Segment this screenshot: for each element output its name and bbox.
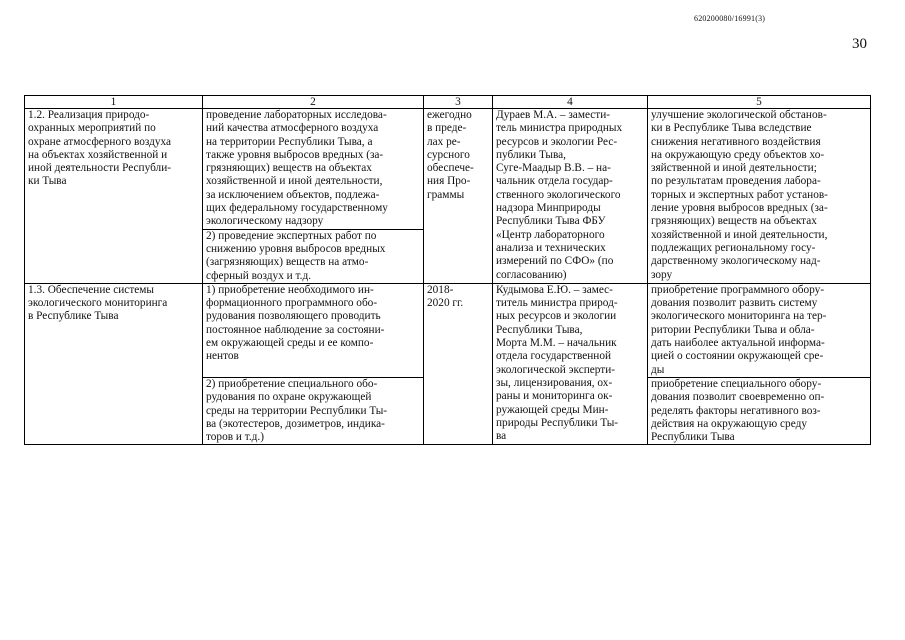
text-line: экологической эксперти- <box>496 363 616 376</box>
column-header: 1 <box>25 96 203 109</box>
text-line: постоянное наблюдение за состояни- <box>206 323 385 336</box>
text-line: ды <box>651 363 665 376</box>
text-line: зы, лицензирования, ох- <box>496 376 613 389</box>
text-line: по результатам проведения лабора- <box>651 175 821 188</box>
text-line: ределять факторы негативного воз- <box>651 404 821 417</box>
text-line: экологического мониторинга <box>28 297 168 310</box>
text-line: «Центр лабораторного <box>496 228 605 241</box>
text-line: нентов <box>206 350 239 363</box>
text-line: Республики Тыва ФБУ <box>496 215 606 228</box>
result-cell <box>648 283 871 377</box>
text-line: рудования позволяющего проводить <box>206 310 381 323</box>
text-line: щих федеральному государственному <box>206 202 388 215</box>
text-line: ния Про- <box>427 175 471 188</box>
text-line: надзора Минприроды <box>496 202 601 215</box>
page-number: 30 <box>852 36 867 52</box>
measure-name-cell <box>25 283 203 445</box>
text-line: обеспече- <box>427 162 474 175</box>
text-line: грязняющих) веществ на объектах <box>206 162 372 175</box>
column-header: 5 <box>648 96 871 109</box>
action-cell <box>203 229 424 283</box>
text-line: за исключением объектов, подлежа- <box>206 188 380 201</box>
text-line: ных ресурсов и экологии <box>496 310 617 323</box>
table-row <box>25 109 871 230</box>
text-line: публики Тыва, <box>496 148 567 161</box>
text-line: дать наиболее актуальной информа- <box>651 337 825 350</box>
text-line: тель министра природных <box>496 122 623 135</box>
text-line: Морта М.М. – начальник <box>496 337 617 350</box>
date-cell <box>424 283 493 445</box>
text-line: ственного экологического <box>496 188 621 201</box>
text-line: иной деятельности Республи- <box>28 162 172 175</box>
text-line: титель министра природ- <box>496 297 618 310</box>
text-line: Кудымова Е.Ю. – замес- <box>496 283 613 296</box>
text-line: грязняющих) веществ на объектах <box>651 215 817 228</box>
text-line: ем окружающей среды и ее компо- <box>206 337 374 350</box>
text-line: измерений по СФО» (по <box>496 255 614 268</box>
text-line: раны и мониторинга ок- <box>496 390 613 403</box>
text-line: хозяйственной и иной деятельности, <box>206 175 383 188</box>
text-line: согласованию) <box>496 268 567 281</box>
text-line: приобретение специального обору- <box>651 377 822 390</box>
text-line: дования позволит развить систему <box>651 297 818 310</box>
text-line: в преде- <box>427 122 467 135</box>
text-line: природы Республики Ты- <box>496 416 619 429</box>
text-line: дарственному экологическому над- <box>651 255 821 268</box>
text-line: действия на окружающую среду <box>651 417 807 430</box>
text-line: отдела государственной <box>496 350 612 363</box>
text-line: 1.2. Реализация природо- <box>28 109 150 121</box>
column-header: 3 <box>424 96 493 109</box>
text-line: на объектах хозяйственной и <box>28 148 168 161</box>
date-cell <box>424 109 493 284</box>
text-line: 1) приобретение необходимого ин- <box>206 283 374 296</box>
measure-name-cell <box>25 109 203 284</box>
text-line: в Республике Тыва <box>28 310 119 323</box>
text-line: ки в Республике Тыва вследствие <box>651 122 812 135</box>
text-line: 2018- <box>427 283 454 296</box>
text-line: рудования по охране окружающей <box>206 391 372 404</box>
text-line: 1.3. Обеспечение системы <box>28 283 155 296</box>
text-line: ежегодно <box>427 109 472 121</box>
text-line: экологического мониторинга на тер- <box>651 310 827 323</box>
text-line: формационного программного обо- <box>206 297 378 310</box>
text-line: подлежащих региональному госу- <box>651 241 816 254</box>
text-line: ки Тыва <box>28 175 67 188</box>
result-cell <box>648 377 871 444</box>
text-line: среды на территории Республики Ты- <box>206 404 388 417</box>
text-line: 2) проведение экспертных работ по <box>206 229 377 242</box>
text-line: Республики Тыва, <box>496 323 583 336</box>
text-line: Дураев М.А. – замести- <box>496 109 611 121</box>
column-header: 2 <box>203 96 424 109</box>
text-line: улучшение экологической обстанов- <box>651 109 827 121</box>
text-line: приобретение программного обору- <box>651 283 825 296</box>
text-line: на территории Республики Тыва, а <box>206 135 373 148</box>
result-cell <box>648 109 871 284</box>
text-line: на окружающую среду объектов хо- <box>651 148 825 161</box>
text-line: ритории Республики Тыва и обла- <box>651 323 815 336</box>
action-cell <box>203 377 424 444</box>
text-line: торов и т.д.) <box>206 431 265 444</box>
text-line: ва (экотестеров, дозиметров, индика- <box>206 417 385 430</box>
text-line: снижения негативного воздействия <box>651 135 821 148</box>
text-line: экологическому надзору <box>206 215 324 228</box>
text-line: (загрязняющих) веществ на атмо- <box>206 256 369 269</box>
text-line: граммы <box>427 188 465 201</box>
text-line: ление уровня выбросов вредных (за- <box>651 202 828 215</box>
text-line: зяйственной и иной деятельности; <box>651 162 817 175</box>
text-line: ва <box>496 430 507 443</box>
text-line: чальник отдела государ- <box>496 175 613 188</box>
text-line: ресурсов и экологии Рес- <box>496 135 618 148</box>
responsible-cell <box>493 283 648 445</box>
text-line: проведение лабораторных исследова- <box>206 109 387 121</box>
text-line: Суге-Маадыр В.В. – на- <box>496 162 611 175</box>
table-header-row <box>25 96 871 109</box>
text-line: цией о состоянии окружающей сре- <box>651 350 824 363</box>
text-line: ний качества атмосферного воздуха <box>206 122 379 135</box>
measures-table <box>24 95 871 445</box>
document-code: 620200080/16991(3) <box>694 14 766 23</box>
text-line: 2020 гг. <box>427 297 464 310</box>
text-line: Республики Тыва <box>651 431 735 444</box>
text-line: охране атмосферного воздуха <box>28 135 172 148</box>
text-line: сферный воздух и т.д. <box>206 269 312 282</box>
action-cell <box>203 283 424 377</box>
action-cell <box>203 109 424 230</box>
text-line: также уровня выбросов вредных (за- <box>206 148 384 161</box>
table-row <box>25 283 871 377</box>
text-line: ружающей среды Мин- <box>496 403 609 416</box>
text-line: лах ре- <box>427 135 461 148</box>
text-line: охранных мероприятий по <box>28 122 156 135</box>
text-line: торных и экспертных работ установ- <box>651 188 828 201</box>
text-line: хозяйственной и иной деятельности, <box>651 228 828 241</box>
text-line: дования позволит своевременно оп- <box>651 391 825 404</box>
text-line: 2) приобретение специального обо- <box>206 377 378 390</box>
text-line: зору <box>651 268 673 281</box>
column-header: 4 <box>493 96 648 109</box>
text-line: сурсного <box>427 148 470 161</box>
text-line: анализа и технических <box>496 241 606 254</box>
responsible-cell <box>493 109 648 284</box>
text-line: снижению уровня выбросов вредных <box>206 242 386 255</box>
